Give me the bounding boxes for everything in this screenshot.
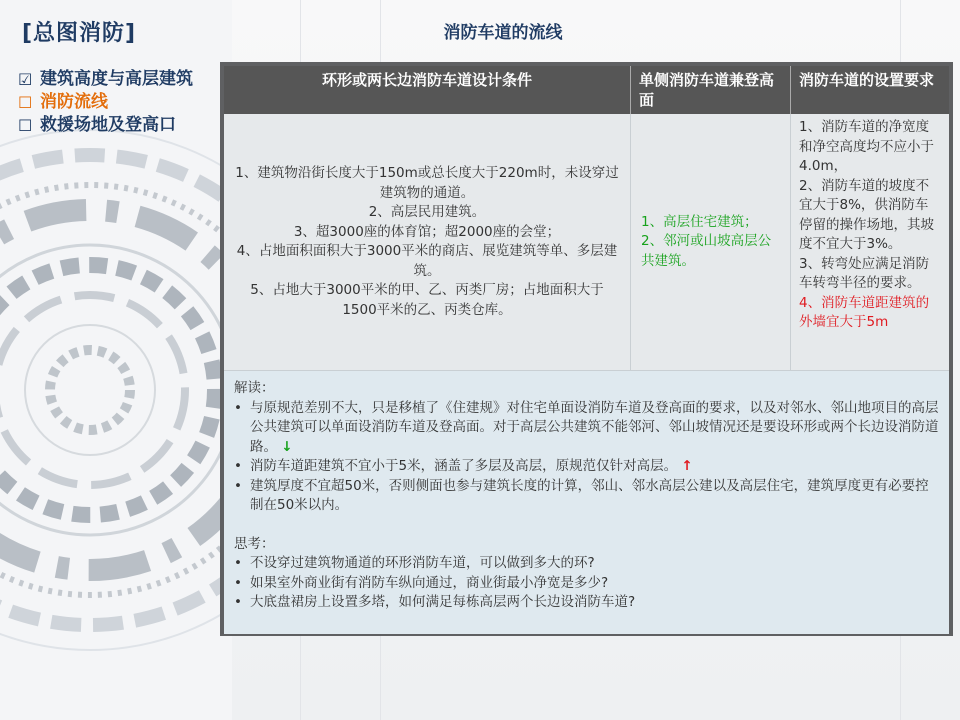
table-cell bbox=[791, 114, 949, 370]
table-header bbox=[224, 66, 949, 114]
condition-item: 1、建筑物沿街长度大于150m或总长度大于220m时，未设穿过建筑物的通道。 bbox=[235, 165, 619, 201]
list-item bbox=[234, 399, 939, 458]
condition-item: 5、占地大于3000平米的甲、乙、丙类厂房；占地面积大于1500平米的乙、丙类仓库。 bbox=[250, 282, 604, 318]
column-header: 单侧消防车道兼登高面 bbox=[631, 66, 791, 114]
arrow-down-icon: ↓ bbox=[281, 438, 293, 455]
list-item bbox=[234, 477, 939, 516]
condition-item: 2、高层民用建筑。 bbox=[368, 204, 486, 220]
list-item bbox=[234, 554, 939, 574]
column-header: 消防车道的设置要求 bbox=[799, 71, 935, 89]
reading-text: 与原规范差别不大，只是移植了《住建规》对住宅单面设消防车道及登高面的要求，以及对邻水、邻山地项目的高层公共建筑可以单面设消防车道及登高面。对于高层公共建筑不能邻河、邻山坡情况还是要设环形或两个长边设消防道路。 bbox=[250, 399, 939, 455]
column-header: 环形或两长边消防车道设计条件 bbox=[224, 66, 631, 114]
nav-item-fire-route[interactable] bbox=[18, 91, 193, 114]
nav-item-label: 消防流线 bbox=[40, 92, 108, 112]
table-cell bbox=[631, 114, 791, 370]
requirement-item: 3、转弯处应满足消防车转弯半径的要求。 bbox=[799, 255, 930, 291]
nav-item-label: 建筑高度与高层建筑 bbox=[40, 69, 193, 89]
content-panel bbox=[220, 62, 953, 636]
bullet-icon: • bbox=[234, 594, 242, 610]
list-item bbox=[234, 574, 939, 594]
requirement-item-highlight: 4、消防车道距建筑的外墙宜大于5m bbox=[799, 294, 930, 330]
bullet-icon: • bbox=[234, 555, 242, 571]
condition-item: 4、占地面积面积大于3000平米的商店、展览建筑等单、多层建筑。 bbox=[236, 243, 618, 279]
bullet-icon: • bbox=[234, 477, 242, 494]
arrow-up-icon: ↑ bbox=[681, 458, 693, 474]
table-row bbox=[224, 114, 949, 371]
nav-item-rescue-site[interactable] bbox=[18, 114, 193, 137]
checkbox-icon: ☐ bbox=[18, 93, 33, 112]
requirement-item: 1、消防车道的净宽度和净空高度均不应小于4.0m， bbox=[799, 119, 934, 174]
list-item bbox=[234, 593, 939, 613]
think-text: 如果室外商业街有消防车纵向通过，商业街最小净宽是多少? bbox=[250, 574, 609, 591]
think-text: 大底盘裙房上设置多塔，如何满足每栋高层两个长边设消防车道? bbox=[250, 594, 636, 610]
reading-section bbox=[224, 371, 949, 634]
bullet-icon: • bbox=[234, 399, 242, 416]
checkbox-icon: ☐ bbox=[18, 116, 33, 135]
bullet-icon: • bbox=[234, 574, 242, 591]
bullet-icon: • bbox=[234, 458, 242, 474]
checked-box-icon: ☑ bbox=[18, 70, 33, 89]
requirement-item: 2、消防车道的坡度不宜大于8%，供消防车停留的操作场地，其坡度不宜大于3%。 bbox=[799, 177, 934, 252]
think-title: 思考： bbox=[234, 535, 275, 552]
reading-text: 建筑厚度不宜超50米，否则侧面也参与建筑长度的计算，邻山、邻水高层公建以及高层住宅，建筑厚度更有必要控制在50米以内。 bbox=[250, 477, 929, 513]
topic-nav bbox=[18, 68, 193, 137]
table-cell bbox=[224, 114, 631, 370]
nav-item-building-height[interactable] bbox=[18, 68, 193, 91]
nav-item-label: 救援场地及登高口 bbox=[40, 115, 176, 135]
think-text: 不设穿过建筑物通道的环形消防车道，可以做到多大的环? bbox=[250, 555, 595, 571]
one-side-item: 1、高层住宅建筑； bbox=[641, 213, 758, 230]
reading-title: 解读： bbox=[234, 380, 275, 396]
one-side-item: 2、邻河或山坡高层公共建筑。 bbox=[641, 233, 772, 269]
list-item bbox=[234, 457, 939, 477]
page-title: 消防车道的流线 bbox=[443, 23, 563, 43]
section-title: [总图消防] bbox=[22, 21, 137, 46]
condition-item: 3、超3000座的体育馆；超2000座的会堂； bbox=[293, 223, 561, 240]
reading-text: 消防车道距建筑不宜小于5米，涵盖了多层及高层，原规范仅针对高层。 bbox=[250, 458, 678, 474]
